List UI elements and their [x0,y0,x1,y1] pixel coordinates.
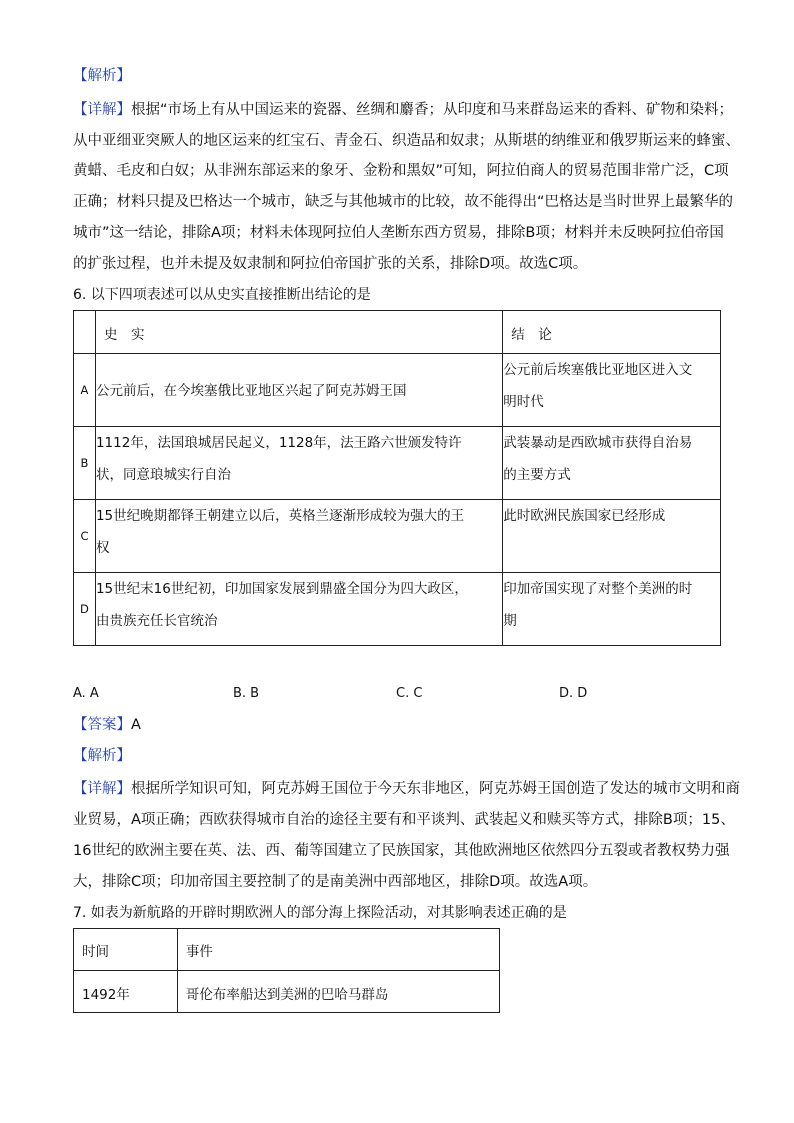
q6-detail-line-3: 16世纪的欧洲主要在英、法、西、葡等国建立了民族国家，其他欧洲地区依然四分五裂或者教权势力强 [73,843,730,859]
q6-header-empty [74,311,96,354]
q6-row-c [74,500,721,573]
q6-answer-value: A [131,717,141,733]
q6-row-label: C [74,500,96,573]
q6-row-conclusion: 武装暴动是西欧城市获得自治易 的主要方式 [503,427,721,500]
q6-option-a[interactable]: A. A [73,686,99,701]
q6-row-conclusion: 公元前后埃塞俄比亚地区进入文 明时代 [503,354,721,427]
q5-detail-line-5: 城市”这一结论，排除A项；材料未体现阿拉伯人垄断东西方贸易，排除B项；材料并未反映阿拉伯帝国 [73,225,724,241]
q7-table [73,928,500,1013]
q5-detail-line-2: 从中亚细亚突厥人的地区运来的红宝石、青金石、织造品和奴隶；从斯堪的纳维亚和俄罗斯运来的蜂蜜、 [73,133,740,149]
q6-row-label: B [74,427,96,500]
q5-detail-line-3: 黄蜡、毛皮和白奴；从非洲东部运来的象牙、金粉和黑奴”可知，阿拉伯商人的贸易范围非常广泛，C项 [73,163,729,179]
q6-detail-line-4: 大，排除C项；印加帝国主要控制了的是南美洲中西部地区，排除D项。故选A项。 [73,874,598,890]
q6-option-b[interactable]: B. B [233,686,260,701]
q5-detail-label: 【详解】 [73,102,131,118]
q7-header-time: 时间 [74,929,178,971]
q7-stem: 7. 如表为新航路的开辟时期欧洲人的部分海上探险活动，对其影响表述正确的是 [73,905,567,921]
q5-detail-line-4: 正确；材料只提及巴格达一个城市，缺乏与其他城市的比较，故不能得出“巴格达是当时世界上最繁华的 [73,194,734,210]
q6-stem: 6. 以下四项表述可以从史实直接推断出结论的是 [73,287,371,303]
q5-detail-line-1: 【详解】根据“市场上有从中国运来的瓷器、丝绸和麝香；从印度和马来群岛运来的香料、矿物和染料； [73,102,734,118]
q7-row-time: 1492年 [74,971,178,1013]
q6-detail-line-2: 业贸易，A项正确；西欧获得城市自治的途径主要有和平谈判、武装起义和赎买等方式，排除B项；15、 [73,812,735,828]
q5-analysis-label: 【解析】 [73,68,131,84]
q6-row-fact: 15世纪末16世纪初，印加国家发展到鼎盛全国分为四大政区， 由贵族充任长官统治 [95,573,502,646]
q6-answer-label: 【答案】 [73,717,131,733]
q6-header-conclusion: 结 论 [503,311,721,354]
q7-table-row [74,971,500,1013]
q6-row-label: D [74,573,96,646]
q6-table [73,310,721,646]
q6-analysis-label: 【解析】 [73,748,131,764]
q6-row-conclusion: 印加帝国实现了对整个美洲的时 期 [503,573,721,646]
q6-header-fact: 史 实 [95,311,502,354]
q6-row-fact: 15世纪晚期都铎王朝建立以后，英格兰逐渐形成较为强大的王 权 [95,500,502,573]
q6-option-c[interactable]: C. C [396,686,423,701]
q6-detail-line-1: 【详解】根据所学知识可知，阿克苏姆王国位于今天东非地区，阿克苏姆王国创造了发达的城市文明和商 [73,781,740,797]
q6-row-b [74,427,721,500]
q7-header-event: 事件 [177,929,499,971]
q6-option-d[interactable]: D. D [559,686,588,701]
q6-table-header [74,311,721,354]
q6-row-a [74,354,721,427]
q6-row-conclusion: 此时欧洲民族国家已经形成 [503,500,721,573]
q6-answer [73,715,141,735]
q6-row-fact: 1112年，法国琅城居民起义，1128年，法王路六世颁发特许 状，同意琅城实行自治 [95,427,502,500]
q6-detail-label: 【详解】 [73,781,131,797]
q6-row-d [74,573,721,646]
q6-row-fact: 公元前后，在今埃塞俄比亚地区兴起了阿克苏姆王国 [95,354,502,427]
q7-row-event: 哥伦布率船达到美洲的巴哈马群岛 [177,971,499,1013]
q6-row-label: A [74,354,96,427]
q7-table-header [74,929,500,971]
q5-detail-line-6: 的扩张过程，也并未提及奴隶制和阿拉伯帝国扩张的关系，排除D项。故选C项。 [73,256,588,272]
